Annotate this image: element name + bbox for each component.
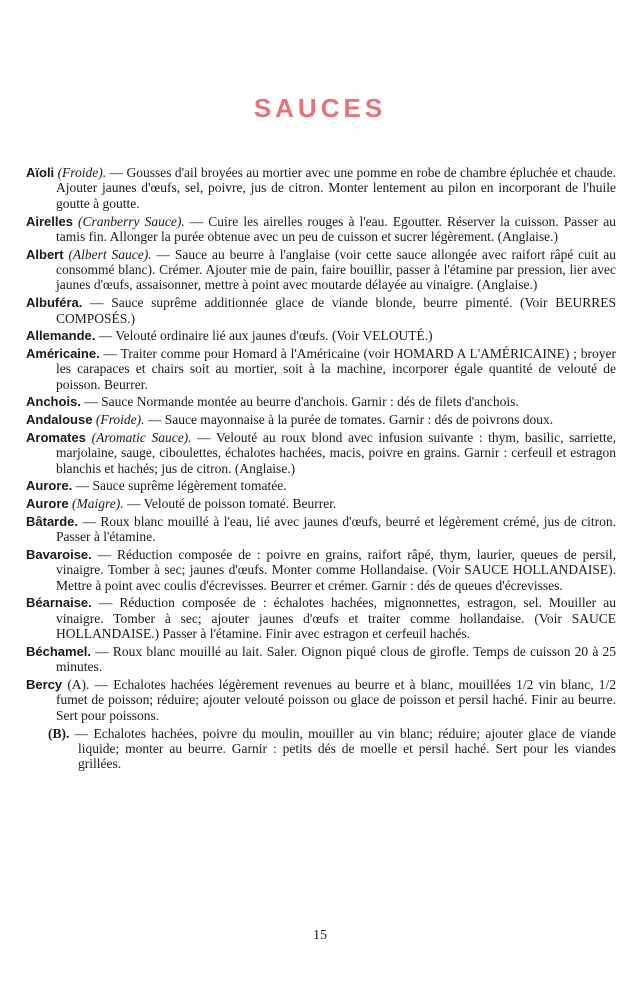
entry-alt-name: (Aromatic Sauce). — [91, 429, 192, 445]
entry-text: — Sauce suprême additionnée glace de viande blonde, beurre pimenté. (Voir BEURRES COMPOSÉS.) — [56, 295, 616, 326]
entry-text: — Roux blanc mouillé au lait. Saler. Oignon piqué clous de girofle. Temps de cuisson 20 à 25 minutes. — [56, 643, 616, 675]
entry-term: Béarnaise. — [26, 595, 92, 611]
entry-term: Albuféra. — [26, 295, 83, 311]
entry-term: Aromates — [26, 429, 86, 445]
entry-text: — Réduction composée de : échalotes hachées, mignonnettes, estragon, sel. Mouiller au vinaigre. Tomber à sec; ajouter jaunes d'œufs et traiter comme hollandaise. (Voir SAUCE HOLLANDAISE.) Passer à l'étamine. Finir avec estragon et cerfeuil hachés. — [56, 595, 616, 642]
page-number: 15 — [313, 928, 327, 943]
entry-bercy-b — [48, 726, 616, 772]
sauce-entries — [26, 165, 616, 774]
entry-airelles — [26, 214, 616, 245]
entry-alt-name: (Maigre). — [72, 496, 124, 512]
entry-text: — Velouté au roux blond avec infusion suivante : thym, basilic, sarriette, marjolaine, sauge, ciboulettes, échalotes hachées, macis, poivre en grains. Garnir : cerfeuil et estragon blanchis et hachés; jus de citron. (Anglaise.) — [56, 429, 617, 476]
entry-bechamel — [26, 644, 616, 675]
entry-aurore — [26, 478, 616, 493]
entry-variant: (A). — [67, 677, 90, 693]
entry-bearnaise — [26, 595, 616, 641]
entry-term: Bavaroise. — [26, 546, 92, 562]
entry-aromates — [26, 430, 616, 476]
page-title: SAUCES — [253, 93, 387, 123]
entry-term: Bercy — [26, 677, 63, 693]
entry-text: — Sauce Normande montée au beurre d'anchois. Garnir : dés de filets d'anchois. — [80, 394, 519, 410]
entry-bercy-a — [26, 677, 616, 723]
entry-bavaroise — [26, 547, 616, 593]
entry-alt-name: (Froide). — [95, 412, 145, 428]
entry-text: — Cuire les airelles rouges à l'eau. Egoutter. Réserver la cuisson. Passer au tamis fin. Allonger la purée obtenue avec un peu de cuisson et sucrer légèrement. (Anglaise.) — [56, 213, 617, 244]
entry-term: Américaine. — [26, 345, 100, 361]
entry-text: — Réduction composée de : poivre en grains, raifort râpé, thym, laurier, queues de persil, vinaigre. Tomber à sec; jaunes d'œufs. Monter comme Hollandaise. (Voir SAUCE HOLLANDAISE). Mettre à point avec coulis d'écrevisses. Beurrer et crémer. Garnir : dés de queues d'écrevisses. — [56, 546, 616, 593]
entry-term: (B). — [48, 725, 70, 741]
entry-term: Bâtarde. — [26, 513, 79, 529]
entry-term: Allemande. — [26, 328, 96, 344]
entry-text: — Gousses d'ail broyées au mortier avec une pomme en robe de chambre épluchée et chaude. Ajouter jaunes d'œufs, sel, poivre, jus de citron. Monter lentement au pilon en incorporant de l'huile goutte à goutte. — [56, 165, 616, 211]
entry-alt-name: (Cranberry Sauce). — [78, 213, 185, 229]
entry-albufera — [26, 295, 616, 326]
entry-text: — Velouté ordinaire lié aux jaunes d'œufs. (Voir VELOUTÉ.) — [95, 328, 433, 344]
entry-term: Andalouse — [26, 412, 93, 428]
entry-andalouse — [26, 412, 616, 427]
entry-allemande — [26, 328, 616, 343]
entry-term: Aïoli — [26, 165, 55, 180]
entry-albert — [26, 247, 616, 293]
entry-alt-name: (Albert Sauce). — [68, 246, 152, 262]
entry-text: — Sauce mayonnaise à la purée de tomates. Garnir : dés de poivrons doux. — [144, 412, 554, 428]
entry-term: Aurore. — [26, 478, 73, 494]
entry-aioli — [26, 165, 616, 211]
entry-term: Aurore — [26, 496, 69, 512]
entry-aurore-maigre — [26, 496, 616, 511]
entry-term: Albert — [26, 246, 64, 262]
entry-term: Anchois. — [26, 394, 81, 410]
entry-alt-name: (Froide). — [57, 165, 107, 180]
entry-term: Airelles — [26, 213, 73, 229]
entry-text: — Echalotes hachées légèrement revenues au beurre et à blanc, mouillées 1/2 vin blanc, 1/2 fumet de poisson; réduire; ajouter velouté poisson ou glace de poisson et persil haché. Finir au beurre. Sert pour poissons. — [56, 677, 616, 723]
entry-text: — Echalotes hachées, poivre du moulin, mouiller au vin blanc; réduire; ajouter glace de viande liquide; monter au beurre. Garnir : petits dés de moelle et persil haché. Sert pour les viandes grillées. — [69, 725, 616, 772]
entry-anchois — [26, 394, 616, 409]
entry-term: Béchamel. — [26, 643, 92, 659]
entry-text: — Roux blanc mouillé à l'eau, lié avec jaunes d'œufs, beurré et légèrement crémé, jus de citron. Passer à l'étamine. — [56, 513, 616, 545]
entry-text: — Velouté de poisson tomaté. Beurrer. — [123, 496, 337, 512]
entry-batarde — [26, 514, 616, 545]
entry-text: — Traiter comme pour Homard à l'Américaine (voir HOMARD A L'AMÉRICAINE) ; broyer les carapaces et chairs soit au mortier, soit à la machine, incorporer égale quantité de velouté de poisson. Beurrer. — [56, 345, 616, 392]
entry-text: — Sauce suprême légèrement tomatée. — [72, 478, 287, 494]
entry-americaine — [26, 346, 616, 392]
entry-text: — Sauce au beurre à l'anglaise (voir cette sauce allongée avec raifort râpé cuit au consommé blanc). Crémer. Ajouter mie de pain, faire bouillir, passer à l'étamine par pression, lier avec jaunes d'œufs, assaisonner, mettre à point avec moutarde délayée au vinaigre. (Anglaise.) — [56, 246, 617, 293]
